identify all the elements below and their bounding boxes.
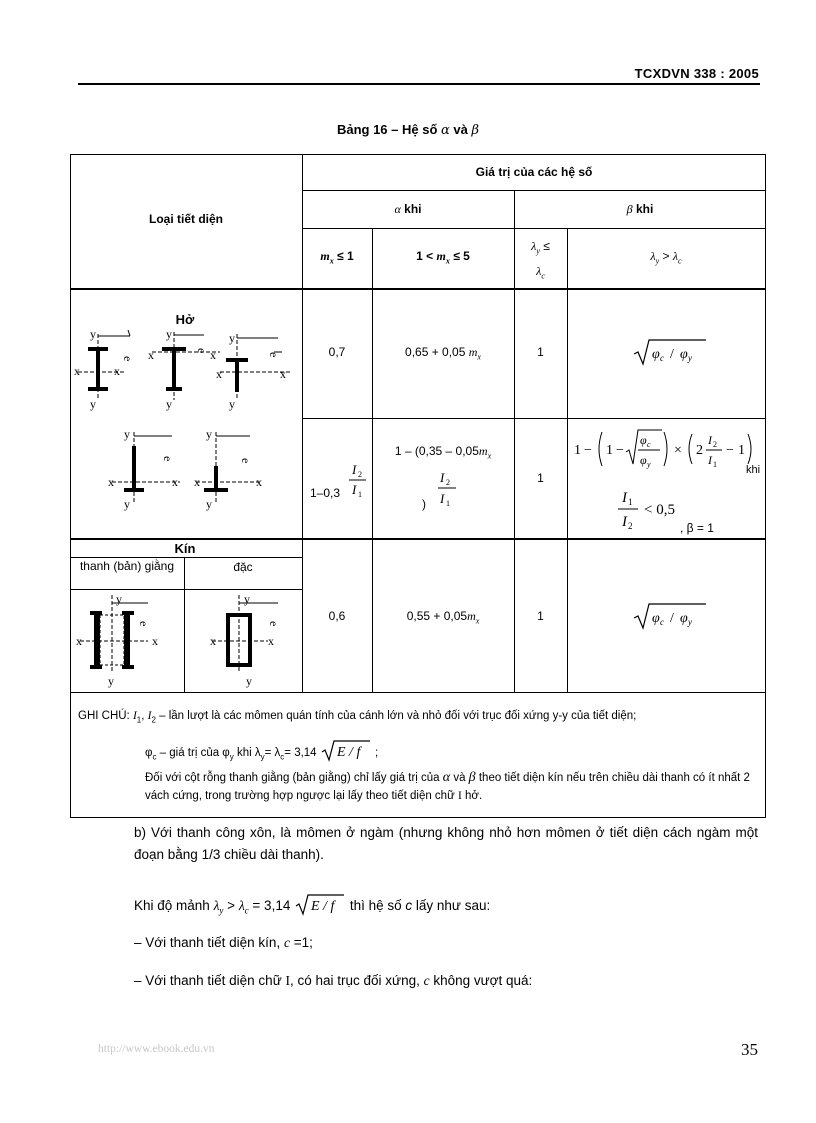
- svg-text:y: y: [90, 397, 96, 411]
- open1-alpha-mx-range: 0,65 + 0,05 $m_x$: [405, 345, 481, 362]
- svg-text:c: c: [647, 440, 651, 449]
- open1-beta-sqrt-formula: [632, 336, 708, 368]
- svg-text:x: x: [76, 634, 82, 648]
- open2-alpha-range-line1: $1 - (0,35 - 0,05m_x$: [394, 444, 492, 461]
- svg-text:y: y: [244, 592, 250, 606]
- svg-text:2: 2: [446, 478, 450, 487]
- svg-text:I: I: [440, 491, 445, 506]
- svg-text:y: y: [206, 497, 212, 511]
- svg-text:y: y: [108, 674, 114, 688]
- closed-solid-label: đặc: [233, 560, 253, 574]
- svg-text:I: I: [622, 490, 627, 506]
- svg-text:x: x: [152, 634, 158, 648]
- svg-text:1: 1: [606, 443, 613, 458]
- notes-divider: [70, 692, 766, 693]
- title-prefix: Bảng 16 – Hệ số: [336, 122, 438, 137]
- svg-text:−: −: [584, 443, 592, 458]
- row-divider-values: [302, 190, 766, 191]
- svg-text:x: x: [268, 634, 274, 648]
- svg-text:I: I: [708, 433, 712, 447]
- open2-alpha-fraction: [346, 458, 370, 500]
- svg-text:y: y: [688, 353, 692, 363]
- svg-text:e: e: [195, 348, 209, 354]
- open1-alpha-mx-le1: 0,7: [328, 345, 346, 359]
- note-line-2: $\varphi_c$ – giá trị của $\varphi_y$ khi $\lambda_y= \lambda_c= 3,14$ E / f ;: [145, 738, 378, 762]
- svg-text:e: e: [267, 352, 281, 358]
- svg-text:y: y: [166, 397, 172, 411]
- svg-text:−: −: [726, 443, 734, 458]
- svg-text:E / f: E / f: [336, 745, 361, 760]
- closed-solid-sketch: [198, 591, 298, 689]
- open2-beta-equals: , β = 1: [680, 521, 714, 535]
- header-alpha-when: α khi: [394, 202, 422, 216]
- row-divider-closed: [70, 538, 766, 540]
- svg-text:φ: φ: [680, 611, 688, 626]
- svg-text:e: e: [121, 356, 135, 362]
- svg-text:y: y: [688, 617, 692, 627]
- svg-text:x: x: [216, 367, 222, 381]
- header-beta-when: β khi: [626, 202, 654, 216]
- svg-text:φ: φ: [680, 347, 688, 362]
- svg-text:x: x: [108, 475, 114, 489]
- svg-text:×: ×: [674, 443, 682, 458]
- document-code: TCXDVN 338 : 2005: [634, 66, 759, 81]
- item-i-section: – Với thanh tiết diện chữ I, có hai trục đối xứng, c không vượt quá:: [134, 973, 533, 988]
- svg-text:y: y: [166, 327, 172, 341]
- closed-lattice-sketch: [74, 591, 182, 689]
- table-border-top: [70, 154, 766, 155]
- svg-text:y: y: [229, 397, 235, 411]
- svg-text:y: y: [116, 592, 122, 606]
- open2-beta-formula: [572, 424, 761, 476]
- closed-section-label: Kín: [174, 541, 196, 556]
- open2-beta-lambda-le: 1: [537, 471, 544, 485]
- col-divider-3: [567, 228, 568, 693]
- svg-text:x: x: [172, 475, 178, 489]
- table-title: [0, 122, 816, 138]
- svg-text:2: 2: [713, 440, 717, 449]
- title-and: và: [453, 122, 468, 137]
- closed-sub-rule: [70, 589, 302, 590]
- svg-text:e: e: [267, 621, 281, 627]
- svg-text:x: x: [210, 634, 216, 648]
- header-lambda-gt: $\lambda_y > \lambda_c$: [650, 249, 682, 266]
- svg-text:1: 1: [358, 490, 362, 499]
- body-sqrt-e-over-f: [294, 892, 346, 916]
- svg-text:x: x: [194, 475, 200, 489]
- svg-text:I: I: [622, 514, 627, 530]
- svg-text:e: e: [137, 621, 151, 627]
- svg-text:e: e: [161, 456, 175, 462]
- svg-text:y: y: [124, 427, 130, 441]
- svg-text:x: x: [210, 348, 216, 362]
- svg-text:y: y: [229, 331, 235, 345]
- closed-lattice-label: thanh (bản) giằng: [79, 559, 175, 573]
- header-section-type: Loại tiết diện: [148, 212, 223, 226]
- title-beta: β: [471, 123, 480, 138]
- svg-text:y: y: [206, 427, 212, 441]
- svg-text:φ: φ: [640, 453, 647, 467]
- svg-text:I: I: [708, 453, 712, 467]
- svg-text:< 0,5: < 0,5: [644, 502, 675, 518]
- svg-text:e: e: [239, 458, 253, 464]
- svg-text:φ: φ: [652, 611, 660, 626]
- svg-text:2: 2: [358, 470, 362, 479]
- closed-alpha-mx-le1: 0,6: [328, 609, 346, 623]
- svg-text:1: 1: [713, 460, 717, 469]
- svg-text:x: x: [74, 364, 80, 378]
- paragraph-b: b) Với thanh công xôn, là mômen ở ngàm (nhưng không nhỏ hơn mômen ở tiết diện cách ngàm một đoạn bằng 1/3 chiều dài thanh).: [134, 825, 758, 862]
- closed-alpha-mx-range: $0,55 + 0,05m_x$: [406, 609, 480, 626]
- svg-text:x: x: [256, 475, 262, 489]
- svg-text:/: /: [670, 611, 674, 626]
- header-mx-le-1: $m_x \le 1$: [320, 249, 354, 266]
- svg-text:−: −: [616, 443, 624, 458]
- svg-text:2: 2: [696, 443, 703, 458]
- closed-subcol-divider: [184, 557, 185, 693]
- svg-text:x: x: [148, 348, 154, 362]
- open2-beta-when: khi: [746, 464, 761, 476]
- open-section-label: Hở: [175, 312, 195, 327]
- svg-text:y: y: [90, 327, 96, 341]
- item-closed-section: – Với thanh tiết diện kín, c =1;: [134, 935, 313, 950]
- note-line-3: Đối với cột rỗng thanh giằng (bản giằng) chỉ lấy giá trị của α và β theo tiết diện kín nếu trên chiều dài thanh có ít nhất 2 vách cứng, trong trường hợp ngược lại lấy theo tiết diện chữ I hở.: [145, 770, 750, 802]
- header-rule: [78, 83, 760, 85]
- footer-url[interactable]: http://www.ebook.edu.vn: [98, 1043, 215, 1055]
- open-sections-row2: [100, 426, 280, 514]
- header-bottom-rule: [70, 288, 766, 290]
- svg-text:x: x: [280, 367, 286, 381]
- paragraph-c: Khi độ mảnh $\lambda_y > \lambda_c = 3,14$ E / f thì hệ số c lấy như sau:: [134, 892, 490, 922]
- header-lambda-le: $\lambda_y$ ≤ $\lambda_c$: [531, 239, 550, 281]
- row-divider-open: [302, 418, 766, 419]
- note-line-1: GHI CHÚ: $I_1$, $I_2$ – lần lượt là các mômen quán tính của cánh lớn và nhỏ đối với trục đối xứng y-y của tiết diện;: [78, 710, 637, 725]
- svg-text:1: 1: [628, 497, 633, 507]
- svg-text:c: c: [660, 617, 664, 627]
- svg-text:φ: φ: [640, 433, 647, 447]
- svg-text:φ: φ: [652, 347, 660, 362]
- svg-text:c: c: [660, 353, 664, 363]
- svg-text:I: I: [440, 470, 445, 485]
- open2-alpha-prefix: 1–0,3: [310, 486, 341, 500]
- open2-alpha-range-fraction: [432, 466, 460, 510]
- svg-text:I: I: [352, 482, 357, 497]
- svg-text:I: I: [352, 462, 357, 477]
- title-alpha: α: [441, 123, 450, 138]
- svg-text:y: y: [246, 674, 252, 688]
- closed-label-rule: [70, 557, 302, 558]
- page-number: 35: [741, 1040, 758, 1059]
- note-sqrt-e-over-f: [320, 738, 372, 762]
- open2-alpha-range-close: ): [422, 497, 426, 511]
- closed-beta-lambda-le: 1: [537, 609, 544, 623]
- table-border-bottom: [70, 817, 766, 818]
- svg-text:E / f: E / f: [311, 899, 335, 914]
- open-sections-row1: [72, 326, 300, 414]
- svg-text:1: 1: [574, 443, 581, 458]
- svg-text:y: y: [124, 497, 130, 511]
- svg-text:/: /: [670, 347, 674, 362]
- open1-beta-lambda-le: 1: [537, 345, 544, 359]
- header-values: Giá trị của các hệ số: [475, 165, 593, 179]
- svg-text:x: x: [114, 364, 120, 378]
- table-border-left: [70, 154, 71, 818]
- header-mx-range: $1 < m_x \le 5$: [416, 249, 470, 266]
- svg-text:1: 1: [738, 443, 745, 458]
- table-border-right: [765, 154, 766, 818]
- svg-text:y: y: [647, 460, 651, 469]
- svg-text:2: 2: [628, 521, 633, 531]
- closed-beta-sqrt-formula: [632, 600, 708, 632]
- svg-text:1: 1: [446, 499, 450, 508]
